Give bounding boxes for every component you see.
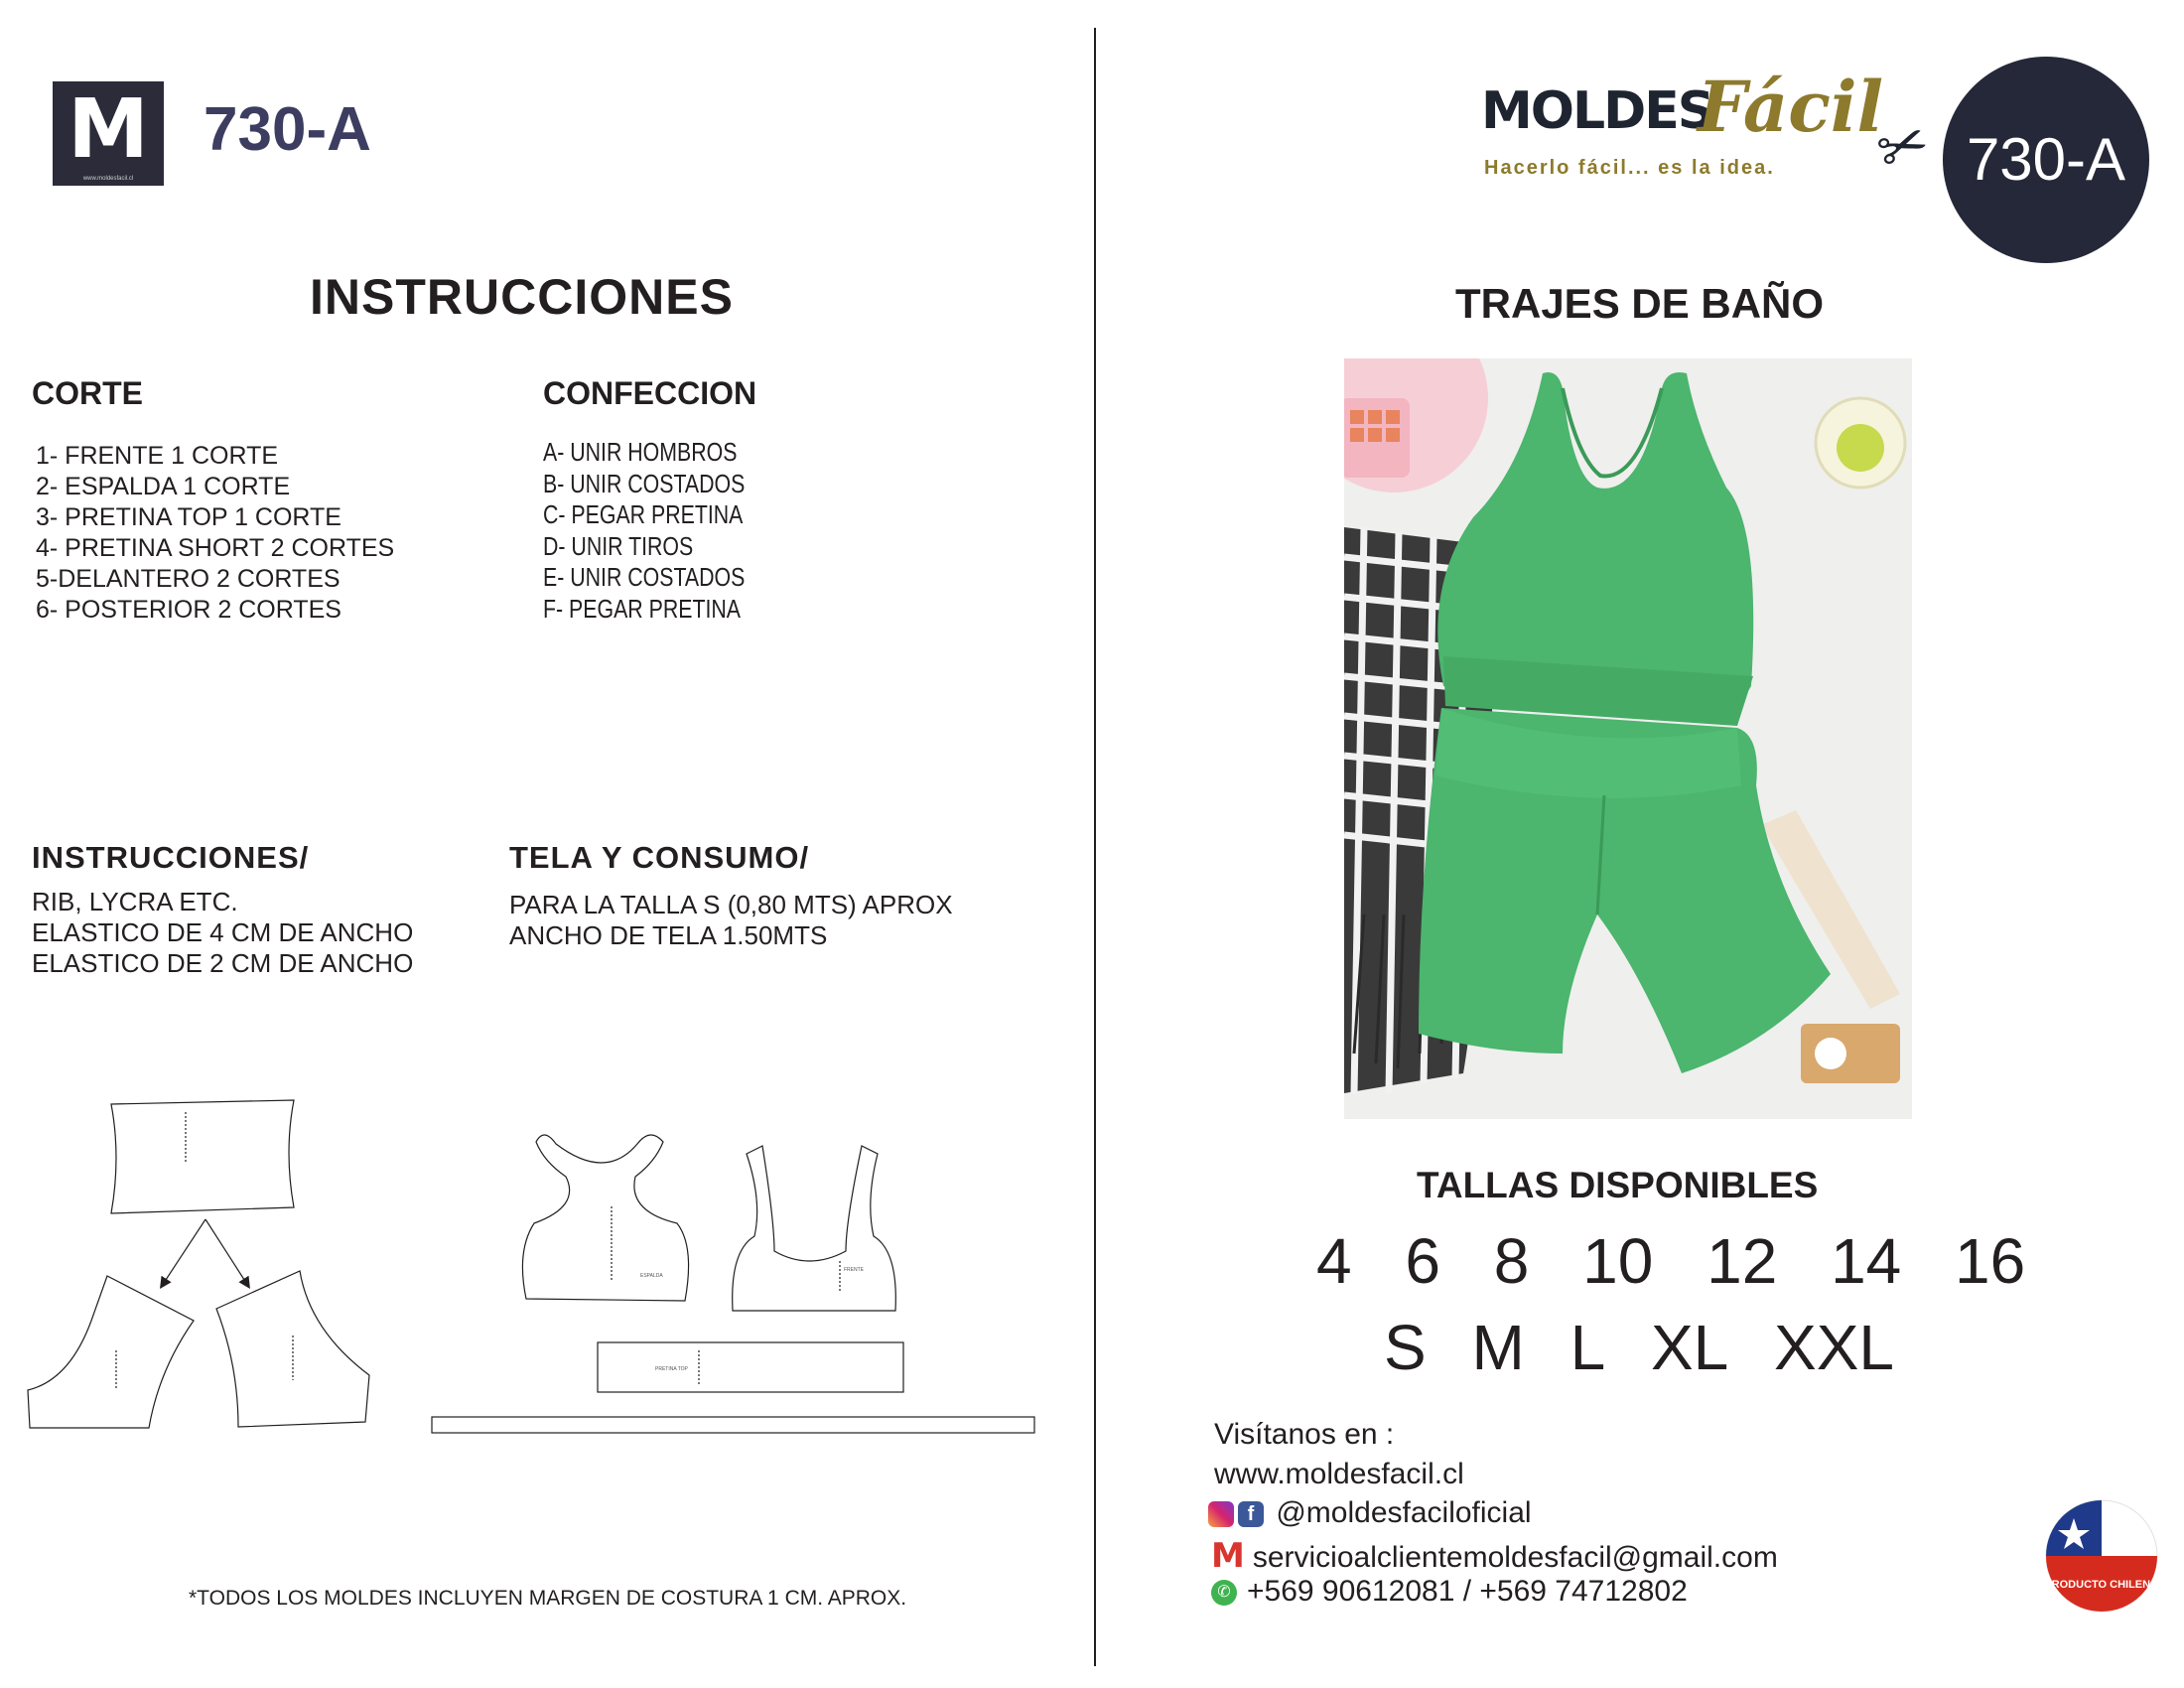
logo-letter: M xyxy=(68,82,149,177)
social-handle[interactable]: @moldesfaciloficial xyxy=(1276,1496,1532,1529)
producto-chileno-badge xyxy=(2042,1496,2161,1616)
arrow-right xyxy=(205,1219,248,1286)
size-value: 14 xyxy=(1831,1225,1902,1297)
list-item: C- PEGAR PRETINA xyxy=(543,499,744,529)
list-item: ELASTICO DE 4 CM DE ANCHO xyxy=(32,917,414,947)
size-value: 4 xyxy=(1316,1225,1352,1297)
top-band-piece xyxy=(598,1342,903,1392)
materiales-heading: INSTRUCCIONES/ xyxy=(32,840,310,875)
list-item: D- UNIR TIROS xyxy=(543,530,694,561)
list-item: E- UNIR COSTADOS xyxy=(543,562,746,592)
pattern-code: 730-A xyxy=(204,95,371,164)
pattern-label: PRETINA TOP xyxy=(655,1366,688,1372)
waistband-piece xyxy=(111,1100,294,1213)
whatsapp-icon: ✆ xyxy=(1211,1580,1237,1606)
size-value: 8 xyxy=(1493,1225,1530,1297)
scissors-icon: ✂ xyxy=(1867,106,1939,187)
numeric-sizes xyxy=(1300,1224,2026,1298)
badge-text: PRODUCTO CHILENO xyxy=(2044,1579,2159,1591)
list-item: ELASTICO DE 2 CM DE ANCHO xyxy=(32,948,414,978)
email-row[interactable] xyxy=(1211,1536,1778,1576)
list-item: RIB, LYCRA ETC. xyxy=(32,887,238,916)
code-badge: 730-A xyxy=(1943,57,2149,263)
email-address[interactable]: servicioalclientemoldesfacil@gmail.com xyxy=(1252,1541,1778,1574)
phone-row[interactable] xyxy=(1211,1575,1688,1609)
seam-note: *TODOS LOS MOLDES INCLUYEN MARGEN DE COSTURA 1 CM. APROX. xyxy=(189,1587,907,1610)
product-title: TRAJES DE BAÑO xyxy=(1455,280,1825,327)
pattern-label: ESPALDA xyxy=(640,1273,663,1279)
list-item: F- PEGAR PRETINA xyxy=(543,593,742,624)
materiales-list xyxy=(32,887,413,979)
brand-facil: Fácil xyxy=(1698,66,1884,148)
size-value: XXL xyxy=(1774,1312,1894,1383)
facebook-icon[interactable]: f xyxy=(1238,1501,1264,1527)
size-value: XL xyxy=(1650,1312,1729,1383)
elastic-strip xyxy=(432,1417,1034,1433)
size-value: 16 xyxy=(1955,1225,2026,1297)
list-item: 3- PRETINA TOP 1 CORTE xyxy=(36,503,341,531)
size-value: L xyxy=(1570,1312,1606,1383)
list-item: 4- PRETINA SHORT 2 CORTES xyxy=(36,534,395,562)
logo-url: www.moldesfacil.cl xyxy=(82,176,134,182)
pattern-diagram xyxy=(0,1082,1092,1440)
list-item: 2- ESPALDA 1 CORTE xyxy=(36,473,291,500)
brand-moldes: MOLDES xyxy=(1481,81,1713,141)
list-item: ANCHO DE TELA 1.50MTS xyxy=(509,920,828,950)
size-value: M xyxy=(1471,1312,1525,1383)
website-link[interactable]: www.moldesfacil.cl xyxy=(1214,1458,1464,1490)
size-value: 6 xyxy=(1405,1225,1440,1297)
confeccion-list xyxy=(543,437,745,625)
page-title: INSTRUCCIONES xyxy=(310,269,734,325)
page-divider xyxy=(1094,28,1096,1666)
list-item: B- UNIR COSTADOS xyxy=(543,468,746,498)
brand-tagline: Hacerlo fácil... es la idea. xyxy=(1484,157,1775,179)
instagram-icon[interactable] xyxy=(1208,1501,1234,1527)
moldes-facil-logo xyxy=(1481,66,1939,187)
gmail-icon: M xyxy=(1211,1536,1245,1576)
sizes-heading: TALLAS DISPONIBLES xyxy=(1417,1165,1819,1205)
size-value: S xyxy=(1384,1312,1427,1383)
size-value: 10 xyxy=(1582,1225,1654,1297)
list-item: 1- FRENTE 1 CORTE xyxy=(36,442,279,470)
corte-list xyxy=(36,441,394,626)
list-item: A- UNIR HOMBROS xyxy=(543,437,738,467)
social-row[interactable] xyxy=(1208,1496,1532,1530)
confeccion-heading: CONFECCION xyxy=(543,375,757,411)
m-logo xyxy=(53,81,164,186)
tela-list xyxy=(509,890,953,951)
product-photo xyxy=(1344,358,1912,1119)
phone-numbers[interactable]: +569 90612081 / +569 74712802 xyxy=(1247,1575,1688,1608)
list-item: PARA LA TALLA S (0,80 MTS) APROX xyxy=(509,890,953,919)
top-back-piece xyxy=(522,1135,688,1301)
short-front-piece xyxy=(28,1276,194,1428)
swimsuit-illustration xyxy=(1344,358,1912,1119)
list-item: 6- POSTERIOR 2 CORTES xyxy=(36,596,341,624)
corte-heading: CORTE xyxy=(32,375,143,411)
letter-sizes xyxy=(1384,1311,2059,1384)
tela-heading: TELA Y CONSUMO/ xyxy=(509,840,810,875)
pattern-label: FRENTE xyxy=(844,1267,864,1273)
top-front-piece xyxy=(733,1146,896,1311)
arrow-left xyxy=(162,1219,205,1286)
list-item: 5-DELANTERO 2 CORTES xyxy=(36,565,341,593)
size-value: 12 xyxy=(1706,1225,1778,1297)
visit-label: Visítanos en : xyxy=(1214,1418,1395,1451)
